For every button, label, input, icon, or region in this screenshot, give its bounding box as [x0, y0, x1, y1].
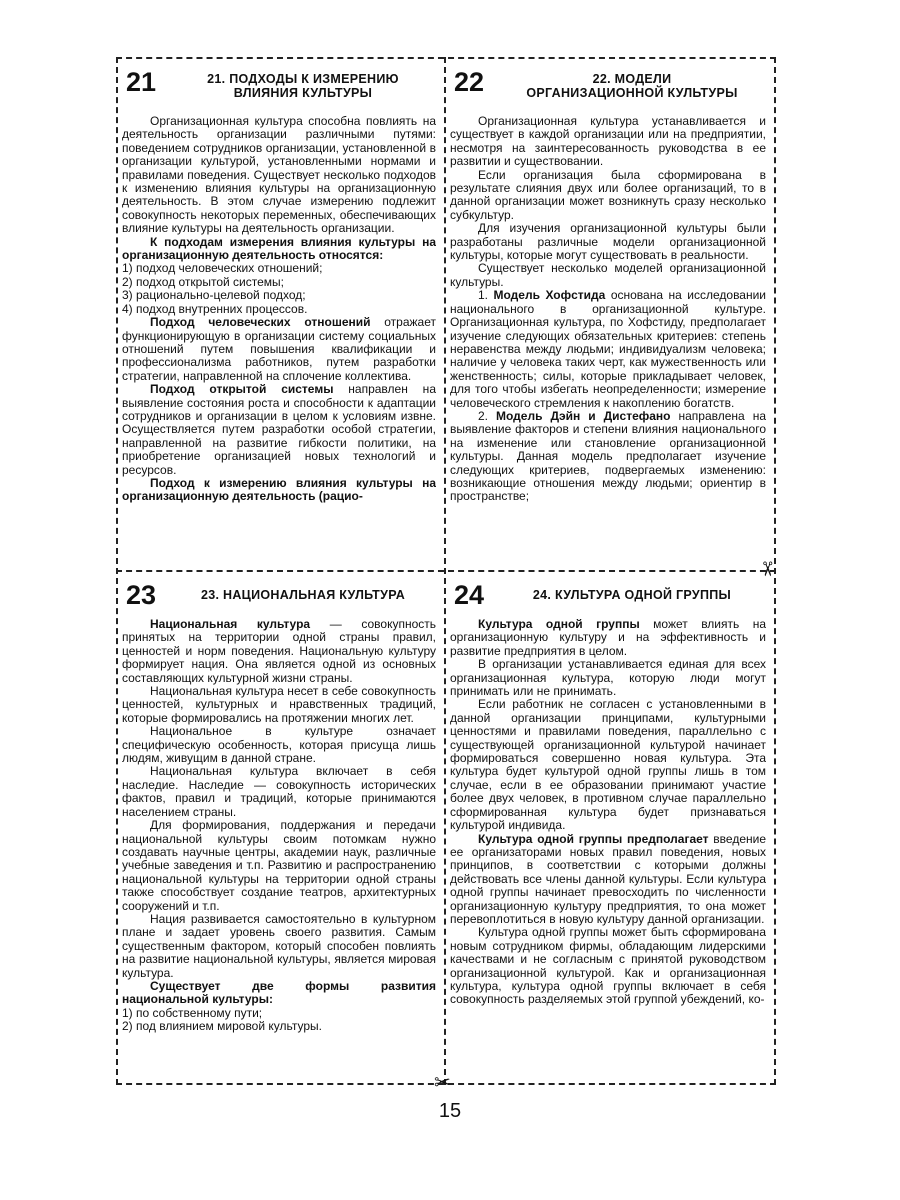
paragraph [122, 725, 436, 765]
paragraph [450, 169, 766, 223]
paragraph-text: направлена на выявление факторов и степени влияния национального на изменение или становление организационной культуры. Данная модель предполагает изучение следующих критериев, подвергаемых изменению: возникающие отношения между людьми; ориентир в пространстве; [450, 408, 766, 504]
paragraph-text: Национальная культура включает в себя наследие. Наследие — совокупность исторических фактов, правил и традиций, которые принимаются населением страны. [122, 764, 436, 819]
dashed-border-left [116, 57, 118, 1085]
page-number: 15 [438, 1100, 462, 1122]
list-item [122, 1007, 436, 1020]
paragraph-text: направлен на выявление состояния роста и способности к адаптации сотрудников и организации в целом к условиям извне. Осуществляется путем разработки особой стратегии, направленной на развитие гибкости политики, на приобретение организацией новых технологий и ресурсов. [122, 382, 436, 477]
paragraph-text: отражает функционирующую в организации систему социальных отношений путем повышения квалификации и профессионализма работников, путем разработки стратегии, направленной на сплочение коллектива. [122, 315, 436, 383]
paragraph-text: В организации устанавливается единая для всех организационная культура, которую люди могут принимать или не принимать. [450, 657, 766, 699]
card-title: 24. КУЛЬТУРА ОДНОЙ ГРУППЫ [532, 588, 732, 602]
paragraph-text: 3) рационально-целевой подход; [122, 288, 306, 303]
paragraph-text: — совокупность принятых на территории одной страны правил, ценностей и норм поведения. Национальную культуру формирует нация. Она является одной из основных составляющих культурной жизни страны. [122, 617, 436, 685]
paragraph-text: Если организация была сформирована в результате слияния двух или более организаций, то в данной организации может возникнуть сразу несколько субкультур. [450, 167, 766, 222]
bold-lead: К подходам измерения влияния культуры на организационную деятельность относятся: [122, 234, 436, 263]
card-text [122, 115, 436, 504]
dashed-cut-line-horizontal [116, 570, 776, 572]
paragraph-text: 1) подход человеческих отношений; [122, 261, 323, 276]
scissors-icon: ✂ [755, 560, 778, 578]
paragraph [122, 236, 436, 263]
paragraph-text: Существует несколько моделей организационной культуры. [450, 261, 766, 289]
paragraph [122, 913, 436, 980]
paragraph [450, 222, 766, 262]
paragraph-text: Для изучения организационной культуры были разработаны различные модели организационной культуры, которые могут существовать в реальности. [450, 221, 766, 263]
card-title: 21. ПОДХОДЫ К ИЗМЕРЕНИЮ ВЛИЯНИЯ КУЛЬТУРЫ [207, 72, 399, 100]
paragraph-prefix: 1. [478, 288, 494, 303]
card-number: 21 [126, 67, 157, 97]
paragraph-text: введение ее организаторами новых правил поведения, новых принципов, в соответствии с которыми должны действовать все члены данной культуры. Если культура одной группы начинает превосходить по численности организационную культуру предприятия, то она может перевоплотиться в новую культуру данной организации. [450, 831, 766, 926]
card-text [122, 618, 436, 1034]
paragraph [450, 289, 766, 410]
list-item [122, 262, 436, 275]
scissors-icon: ✂ [434, 1072, 451, 1094]
paragraph-text: может влиять на организационную культуру и на эффективность и развитие предприятия в целом. [450, 617, 766, 658]
bold-lead: Культура одной группы предполагает [478, 831, 709, 846]
bold-lead: Модель Хофстида [493, 288, 606, 303]
paragraph-text: Если работник не согласен с установленными в данной организации принципами, культурными ценностями и правилами поведения, параллельно с существующей организационной культурой начинает формироваться совершенно новая культура. Эта культура будет культурой одной группы лишь в том случае, если в ее образовании принимают участие более двух человек, в противном случае параллельно сформированная культура будет признаваться культурой индивида. [450, 697, 766, 833]
paragraph [122, 383, 436, 477]
card-22 [450, 63, 766, 565]
bold-lead: Подход открытой системы [150, 382, 334, 397]
list-item [122, 1020, 436, 1033]
dashed-border-top [116, 57, 776, 59]
paragraph [450, 658, 766, 698]
card-title: 22. МОДЕЛИ ОРГАНИЗАЦИОННОЙ КУЛЬТУРЫ [526, 72, 738, 100]
paragraph-text: Для формирования, поддержания и передачи национальной культуры своим потомкам нужно создавать научные центры, академии наук, различные учебные заведения и т.п. Развитию и распространению национальной культуры на территории одной страны также способствует создание театров, архитектурных сооружений и т.п. [122, 818, 436, 913]
card-23 [122, 576, 436, 1076]
paragraph [450, 926, 766, 1006]
cut-sheet [116, 57, 778, 1094]
paragraph [122, 980, 436, 1007]
card-text [450, 618, 766, 1007]
bold-lead: Национальная культура [150, 617, 311, 631]
bold-lead: Подход человеческих отношений [150, 315, 371, 330]
paragraph-text: 4) подход внутренних процессов. [122, 301, 308, 316]
paragraph [122, 115, 436, 236]
paragraph-text: 1) по собственному пути; [122, 1005, 263, 1020]
paragraph [450, 833, 766, 927]
paragraph-text: Культура одной группы может быть сформирована новым сотрудником фирмы, обладающим лидерскими качествами и не согласным с принятой руководством организационной культурой. Как и организационная культура, культура одной группы включает в себя совокупность разделяемых этой группой убеждений, ко- [450, 925, 766, 1007]
paragraph [450, 618, 766, 658]
paragraph-text: 2) под влиянием мировой культуры. [122, 1019, 322, 1034]
paragraph-text: основана на исследовании национального в организационной культуре. Организационная культура, по Хофстиду, предполагает изучение следующих обязательных критериев: степень неравенства между людьми; индивидуализм человека; наличие у человека таких черт, как мужественность или женственность; силы, которые прикладывает человек, для того чтобы избегать неопределенности; измерение человеческого стремления к накоплению богатств. [450, 288, 766, 410]
paragraph [450, 115, 766, 169]
card-number: 24 [454, 580, 485, 610]
list-item [122, 289, 436, 302]
bold-lead: Подход к измерению влияния культуры на организационную деятельность (рацио- [122, 475, 436, 504]
paragraph [450, 262, 766, 289]
paragraph-prefix: 2. [478, 408, 496, 423]
paragraph [450, 698, 766, 832]
bold-lead: Модель Дэйн и Дистефано [496, 408, 671, 423]
paragraph [122, 765, 436, 819]
bold-lead: Существует две формы развития национальной культуры: [122, 978, 436, 1007]
card-21 [122, 63, 436, 565]
paragraph [122, 685, 436, 725]
card-24 [450, 576, 766, 1076]
paragraph [450, 410, 766, 504]
list-item [122, 303, 436, 316]
paragraph-text: Нация развивается самостоятельно в культурном плане и задает уровень своего развития. Самым существенным фактором, который способен повлиять на развитие национальной культуры, является мировая культура. [122, 911, 436, 980]
paragraph-text: Национальное в культуре означает специфическую особенность, которая присуща лишь людям, живущим в данной стране. [122, 724, 436, 766]
bold-lead: Культура одной группы [478, 617, 640, 631]
paragraph-text: Организационная культура устанавливается и существует в каждой организации или на предприятии, несмотря на заинтересованность руководства в ее развитии и существовании. [450, 114, 766, 169]
card-number: 23 [126, 580, 157, 610]
paragraph [122, 316, 436, 383]
card-text [450, 115, 766, 504]
paragraph [122, 618, 436, 685]
paragraph [122, 819, 436, 913]
paragraph-text: 2) подход открытой системы; [122, 274, 284, 289]
paragraph-text: Организационная культура способна повлиять на деятельность организации различными путями: поведением сотрудников организации, установленной в организации культурой, установленными нормами и правилами поведения. Существует несколько подходов к изменению влияния культуры на организационную деятельность. В этом случае измерению подлежит совокупность некоторых переменных, обеспечивающих влияние культуры на деятельность организации. [122, 114, 436, 236]
list-item [122, 276, 436, 289]
card-title: 23. НАЦИОНАЛЬНАЯ КУЛЬТУРА [200, 588, 406, 602]
paragraph [122, 477, 436, 504]
dashed-cut-line-vertical [444, 57, 446, 1085]
paragraph-text: Национальная культура несет в себе совокупность ценностей, культурных и нравственных традиций, которые формировались на протяжении многих лет. [122, 684, 436, 725]
card-number: 22 [454, 67, 485, 97]
